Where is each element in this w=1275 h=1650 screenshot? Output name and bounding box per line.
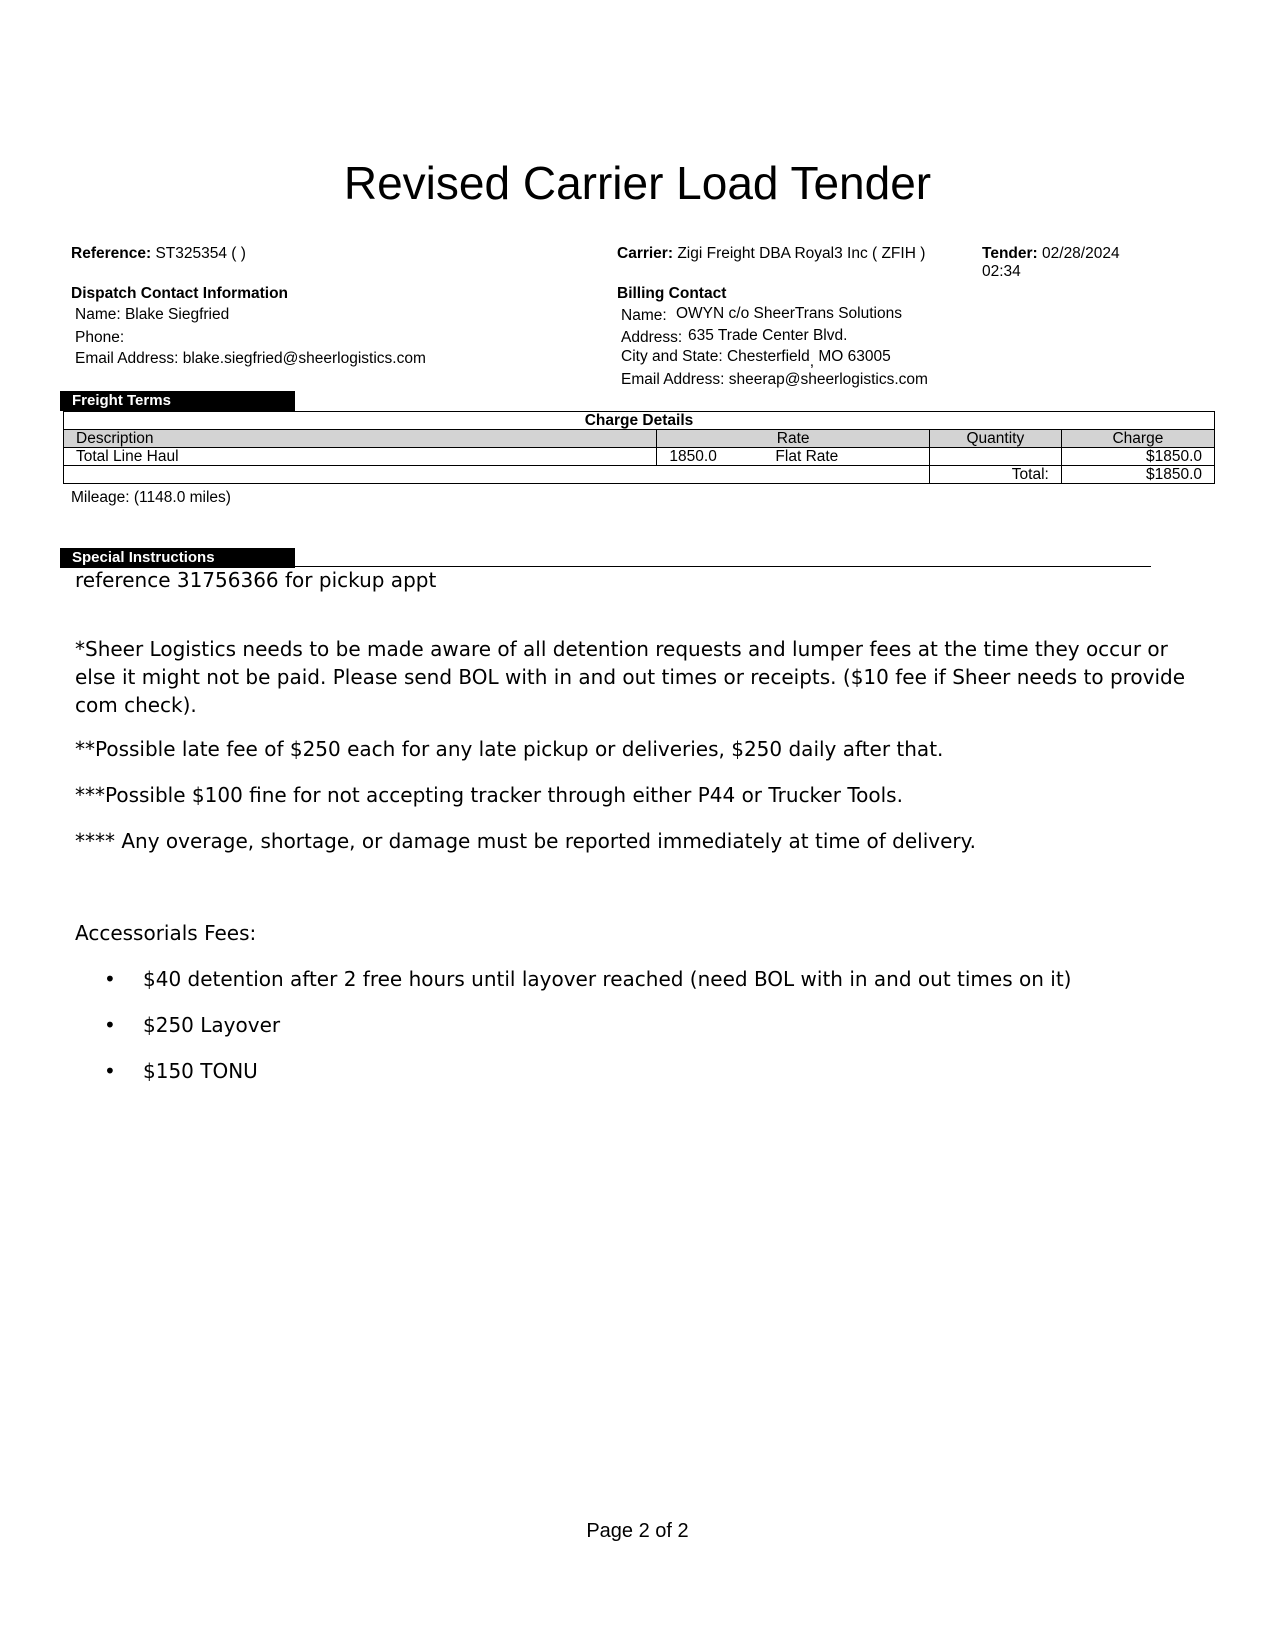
bullet-icon: • bbox=[104, 1059, 116, 1083]
special-instructions-bar: Special Instructions bbox=[60, 548, 295, 568]
header-charge: Charge bbox=[1061, 430, 1214, 448]
row-rate: 1850.0 bbox=[669, 448, 717, 465]
billing-email-value: sheerap@sheerlogistics.com bbox=[728, 371, 928, 388]
freight-terms-bar: Freight Terms bbox=[60, 391, 295, 411]
dispatch-email bbox=[75, 349, 426, 369]
charge-caption: Charge Details bbox=[64, 412, 1215, 430]
billing-city-row bbox=[621, 347, 891, 370]
billing-name-value: OWYN c/o SheerTrans Solutions bbox=[676, 305, 902, 322]
row-rate-cell bbox=[657, 448, 929, 466]
billing-state-zip: MO 63005 bbox=[818, 348, 891, 365]
dispatch-phone-label: Phone: bbox=[75, 329, 125, 346]
instruction-paragraph-1: *Sheer Logistics needs to be made aware of all detention requests and lumper fees at the time they occur or else it might not be paid. Please send BOL with in and out times or receipts. ($10 fee if Sheer needs to provide com check). bbox=[75, 637, 1186, 717]
bullet-icon: • bbox=[104, 1013, 116, 1037]
row-quantity bbox=[929, 448, 1061, 466]
total-spacer bbox=[64, 466, 930, 484]
instruction-paragraph-4: **** Any overage, shortage, or damage must be reported immediately at time of delivery. bbox=[75, 829, 976, 853]
row-description: Total Line Haul bbox=[64, 448, 657, 466]
charge-header-row bbox=[64, 430, 1215, 448]
billing-email bbox=[621, 370, 928, 390]
billing-heading: Billing Contact bbox=[617, 285, 727, 302]
dispatch-name bbox=[75, 305, 229, 325]
table-row bbox=[64, 448, 1215, 466]
total-row bbox=[64, 466, 1215, 484]
tender-time: 02:34 bbox=[982, 263, 1021, 280]
instruction-paragraph-2: **Possible late fee of $250 each for any late pickup or deliveries, $250 daily after that. bbox=[75, 737, 944, 761]
dispatch-name-value: Blake Siegfried bbox=[124, 306, 230, 323]
billing-address-value: 635 Trade Center Blvd. bbox=[688, 327, 848, 344]
billing-city-comma: , bbox=[809, 353, 815, 370]
reference-field bbox=[71, 244, 246, 264]
charge-caption-row bbox=[64, 412, 1215, 430]
carrier-value: Zigi Freight DBA Royal3 Inc ( ZFIH ) bbox=[677, 245, 926, 262]
header-quantity: Quantity bbox=[929, 430, 1061, 448]
list-item: $40 detention after 2 free hours until layover reached (need BOL with in and out times on it) bbox=[143, 967, 1072, 991]
reference-label: Reference: bbox=[71, 245, 152, 262]
tender-date: 02/28/2024 bbox=[1042, 245, 1120, 262]
dispatch-name-label: Name: bbox=[75, 306, 121, 323]
accessorials-heading: Accessorials Fees: bbox=[75, 921, 257, 945]
tender-field bbox=[982, 244, 1120, 264]
billing-city-value: Chesterfield bbox=[726, 348, 810, 365]
billing-city-label: City and State: bbox=[621, 348, 723, 365]
instruction-line: reference 31756366 for pickup appt bbox=[75, 568, 437, 592]
dispatch-phone bbox=[75, 328, 124, 348]
billing-name-label: Name: bbox=[621, 307, 667, 324]
row-charge: $1850.0 bbox=[1061, 448, 1214, 466]
list-item: $150 TONU bbox=[143, 1059, 258, 1083]
total-label: Total: bbox=[929, 466, 1061, 484]
dispatch-email-label: Email Address: bbox=[75, 350, 179, 367]
dispatch-email-value: blake.siegfried@sheerlogistics.com bbox=[182, 350, 426, 367]
page-number: Page 2 of 2 bbox=[586, 1520, 689, 1542]
list-item: $250 Layover bbox=[143, 1013, 281, 1037]
row-rate-type: Flat Rate bbox=[775, 448, 839, 465]
reference-value: ST325354 ( ) bbox=[155, 245, 246, 262]
carrier-label: Carrier: bbox=[617, 245, 673, 262]
billing-address-label: Address: bbox=[621, 329, 683, 346]
billing-email-label: Email Address: bbox=[621, 371, 725, 388]
tender-label: Tender: bbox=[982, 245, 1038, 262]
dispatch-heading: Dispatch Contact Information bbox=[71, 285, 289, 302]
header-rate: Rate bbox=[657, 430, 929, 448]
bullet-icon: • bbox=[104, 967, 116, 991]
header-description: Description bbox=[64, 430, 657, 448]
mileage: Mileage: (1148.0 miles) bbox=[71, 489, 231, 506]
document-title: Revised Carrier Load Tender bbox=[343, 157, 932, 209]
instruction-paragraph-3: ***Possible $100 fine for not accepting tracker through either P44 or Trucker Tools. bbox=[75, 783, 903, 807]
carrier-field bbox=[617, 244, 925, 264]
charge-details-table bbox=[63, 411, 1215, 484]
total-value: $1850.0 bbox=[1061, 466, 1214, 484]
